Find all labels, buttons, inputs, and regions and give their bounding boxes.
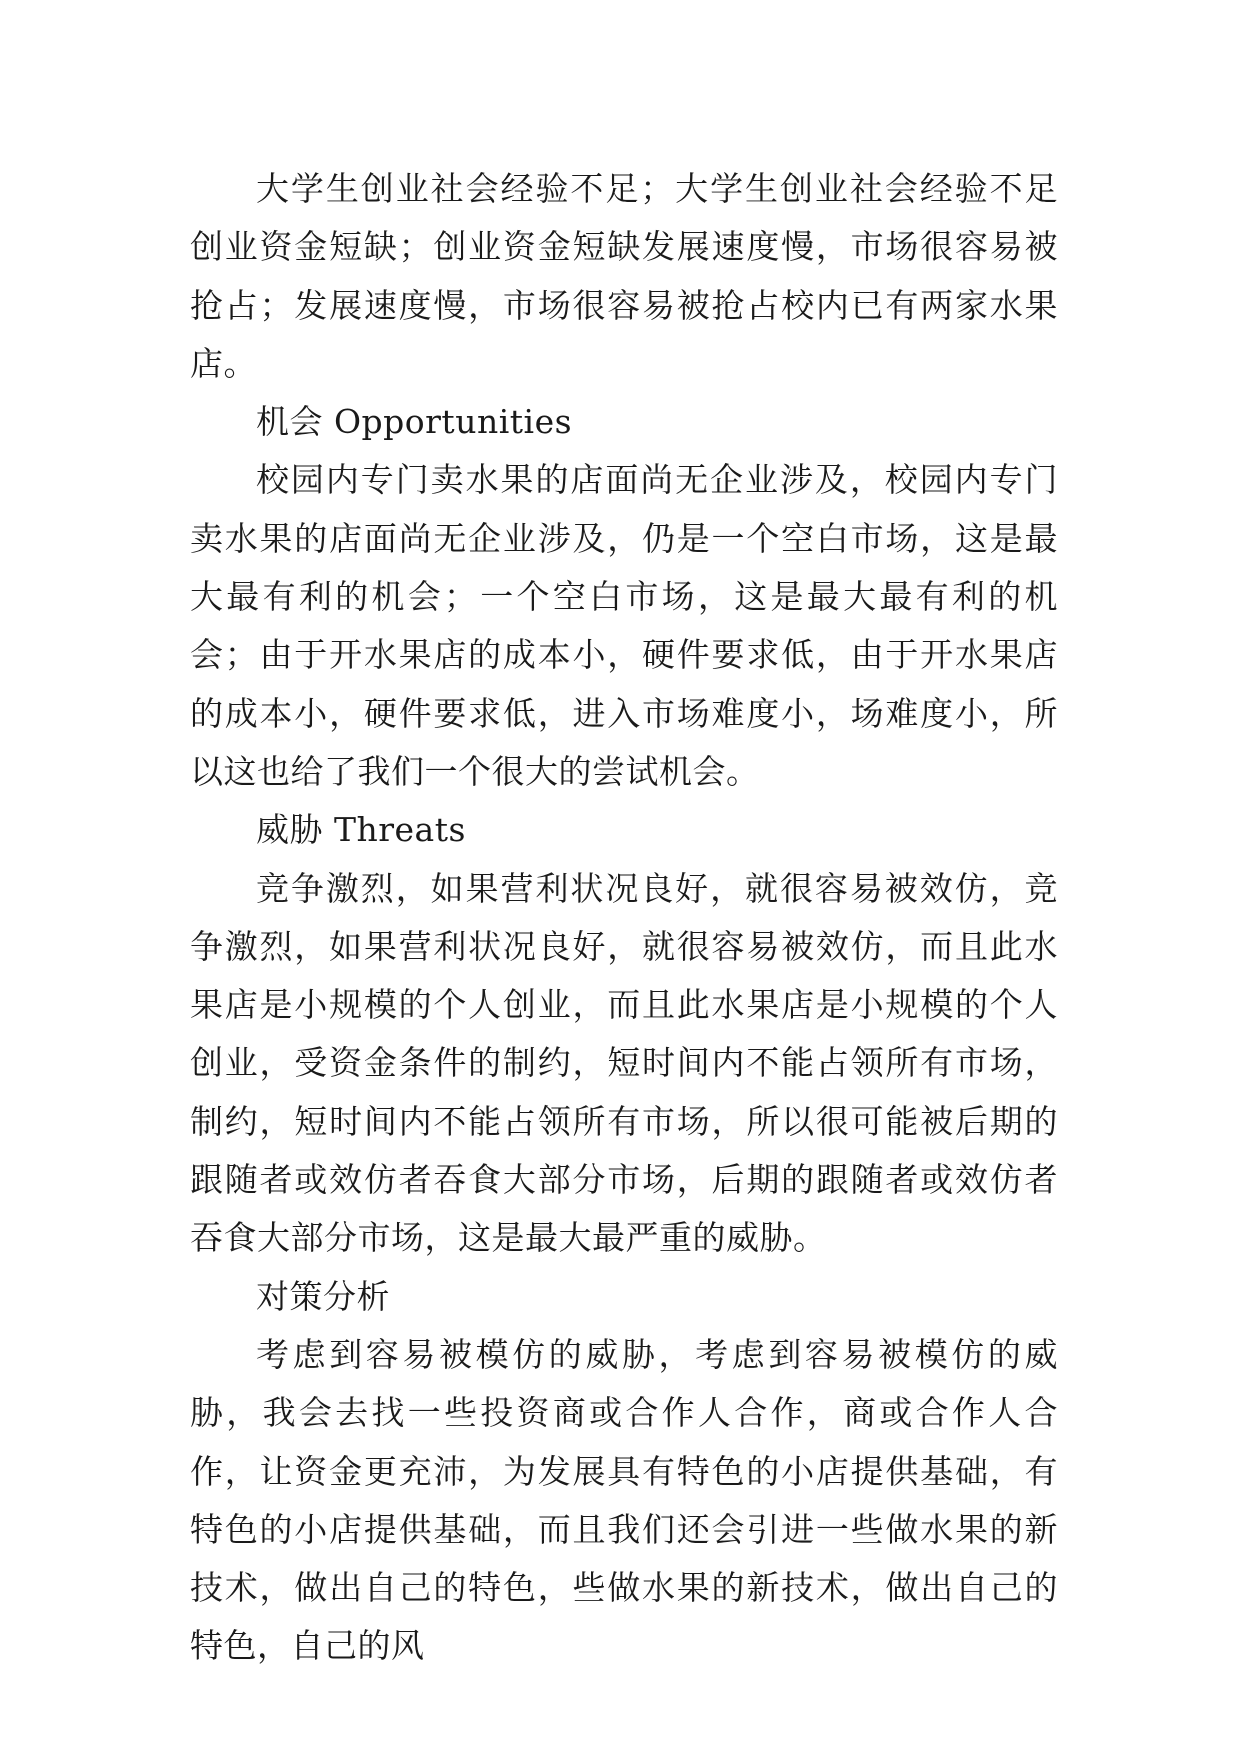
paragraph-countermeasures-text: 考虑到容易被模仿的威胁，考虑到容易被模仿的威胁，我会去找一些投资商或合作人合作，商或合作人合作，让资金更充沛，为发展具有特色的小店提供基础，有特色的小店提供基础，而且我们还会引进一些做水果的新技术，做出自己的特色，些做水果的新技术，做出自己的特色，自己的风 xyxy=(190,1334,1058,1666)
paragraph-weaknesses-text: 大学生创业社会经验不足；大学生创业社会经验不足创业资金短缺；创业资金短缺发展速度慢，市场很容易被抢占；发展速度慢，市场很容易被抢占校内已有两家水果店。 xyxy=(190,169,1058,383)
heading-opportunities: 机会 Opportunities xyxy=(256,402,573,442)
document-body xyxy=(190,160,1058,1676)
heading-countermeasures: 对策分析 xyxy=(256,1276,390,1316)
paragraph-threats-text: 竞争激烈，如果营利状况良好，就很容易被效仿，竞争激烈，如果营利状况良好，就很容易被效仿，而且此水果店是小规模的个人创业，而且此水果店是小规模的个人创业，受资金条件的制约，短时间内不能占领所有市场，制约，短时间内不能占领所有市场，所以很可能被后期的跟随者或效仿者吞食大部分市场，后期的跟随者或效仿者吞食大部分市场，这是最大最严重的威胁。 xyxy=(190,868,1058,1258)
heading-threats: 威胁 Threats xyxy=(256,810,466,850)
paragraph-opportunities-text: 校园内专门卖水果的店面尚无企业涉及，校园内专门卖水果的店面尚无企业涉及，仍是一个空白市场，这是最大最有利的机会；一个空白市场，这是最大最有利的机会；由于开水果店的成本小，硬件要求低，由于开水果店的成本小，硬件要求低，进入市场难度小，场难度小，所以这也给了我们一个很大的尝试机会。 xyxy=(190,460,1058,791)
